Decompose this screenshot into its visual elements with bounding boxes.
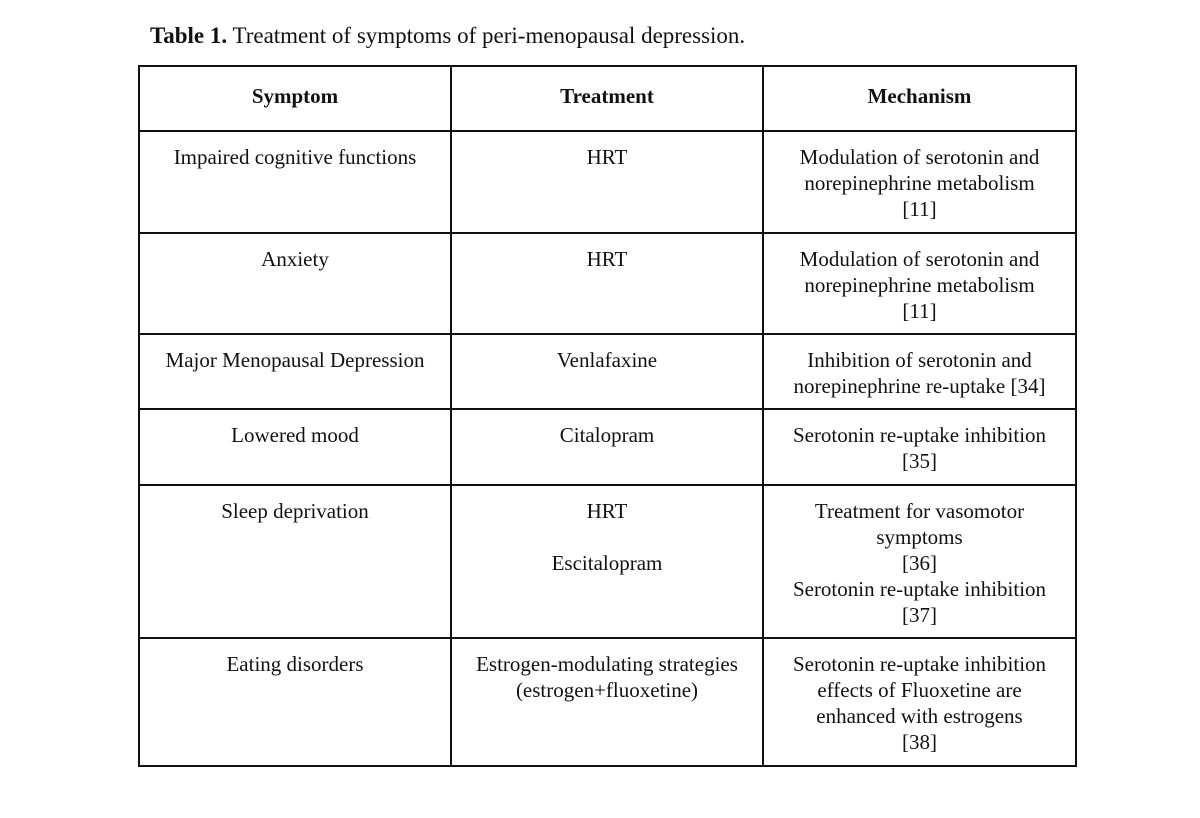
mechanism-cell [763,485,1076,638]
mechanism-text: Inhibition of serotonin and [807,348,1032,372]
header-treatment: Treatment [451,66,763,131]
treatment-cell [451,233,763,334]
treatment-cell [451,334,763,409]
mechanism-reference: [35] [902,449,937,473]
symptom-cell [139,409,451,485]
mechanism-text: symptoms [876,525,963,549]
symptom-cell [139,485,451,638]
symptom-text: Eating disorders [226,652,364,676]
mechanism-text: norepinephrine metabolism [804,171,1035,195]
mechanism-reference: [11] [902,299,937,323]
symptom-cell [139,131,451,233]
mechanism-text: effects of Fluoxetine are [817,678,1022,702]
symptom-cell [139,334,451,409]
treatment-text: Citalopram [559,423,655,447]
mechanism-text: Modulation of serotonin and [799,247,1040,271]
mechanism-cell [763,131,1076,233]
mechanism-reference: [36] [902,551,937,575]
symptom-text: Lowered mood [231,423,359,447]
treatment-text: HRT [586,247,628,271]
symptom-cell [139,233,451,334]
symptom-text: Anxiety [261,247,329,271]
table-row [139,131,1076,233]
symptom-text: Major Menopausal Depression [165,348,425,372]
header-row [139,66,1076,131]
cell-spacer [458,524,756,550]
treatment-cell [451,131,763,233]
treatment-text: HRT [586,499,628,523]
table-row [139,638,1076,766]
symptom-text: Sleep deprivation [221,499,369,523]
header-mechanism: Mechanism [763,66,1076,131]
treatment-table [138,65,1077,767]
table-row [139,485,1076,638]
treatment-cell [451,485,763,638]
mechanism-text: Serotonin re-uptake inhibition [792,577,1047,601]
treatment-text: Escitalopram [551,551,663,575]
caption-label: Table 1. [150,23,228,48]
table-header [139,66,1076,131]
mechanism-text: enhanced with estrogens [816,704,1023,728]
mechanism-cell [763,638,1076,766]
mechanism-cell [763,409,1076,485]
mechanism-reference: [11] [902,197,937,221]
mechanism-text: Serotonin re-uptake inhibition [792,652,1047,676]
mechanism-cell [763,233,1076,334]
treatment-cell [451,638,763,766]
mechanism-text: Modulation of serotonin and [799,145,1040,169]
table-row [139,409,1076,485]
header-symptom: Symptom [139,66,451,131]
treatment-text: Estrogen-modulating strategies [476,652,738,676]
table-row [139,334,1076,409]
table-row [139,233,1076,334]
mechanism-text: norepinephrine re-uptake [34] [793,374,1046,398]
table-caption [150,22,745,50]
symptom-text: Impaired cognitive functions [173,145,417,169]
mechanism-text: Treatment for vasomotor [814,499,1025,523]
symptom-cell [139,638,451,766]
mechanism-reference: [38] [902,730,937,754]
mechanism-text: norepinephrine metabolism [804,273,1035,297]
caption-text: Treatment of symptoms of peri-menopausal depression. [227,23,746,48]
treatment-text: HRT [586,145,628,169]
mechanism-reference: [37] [902,603,937,627]
treatment-text: (estrogen+fluoxetine) [515,678,699,702]
treatment-text: Venlafaxine [556,348,658,372]
mechanism-cell [763,334,1076,409]
mechanism-text: Serotonin re-uptake inhibition [792,423,1047,447]
treatment-cell [451,409,763,485]
table-body [139,131,1076,766]
